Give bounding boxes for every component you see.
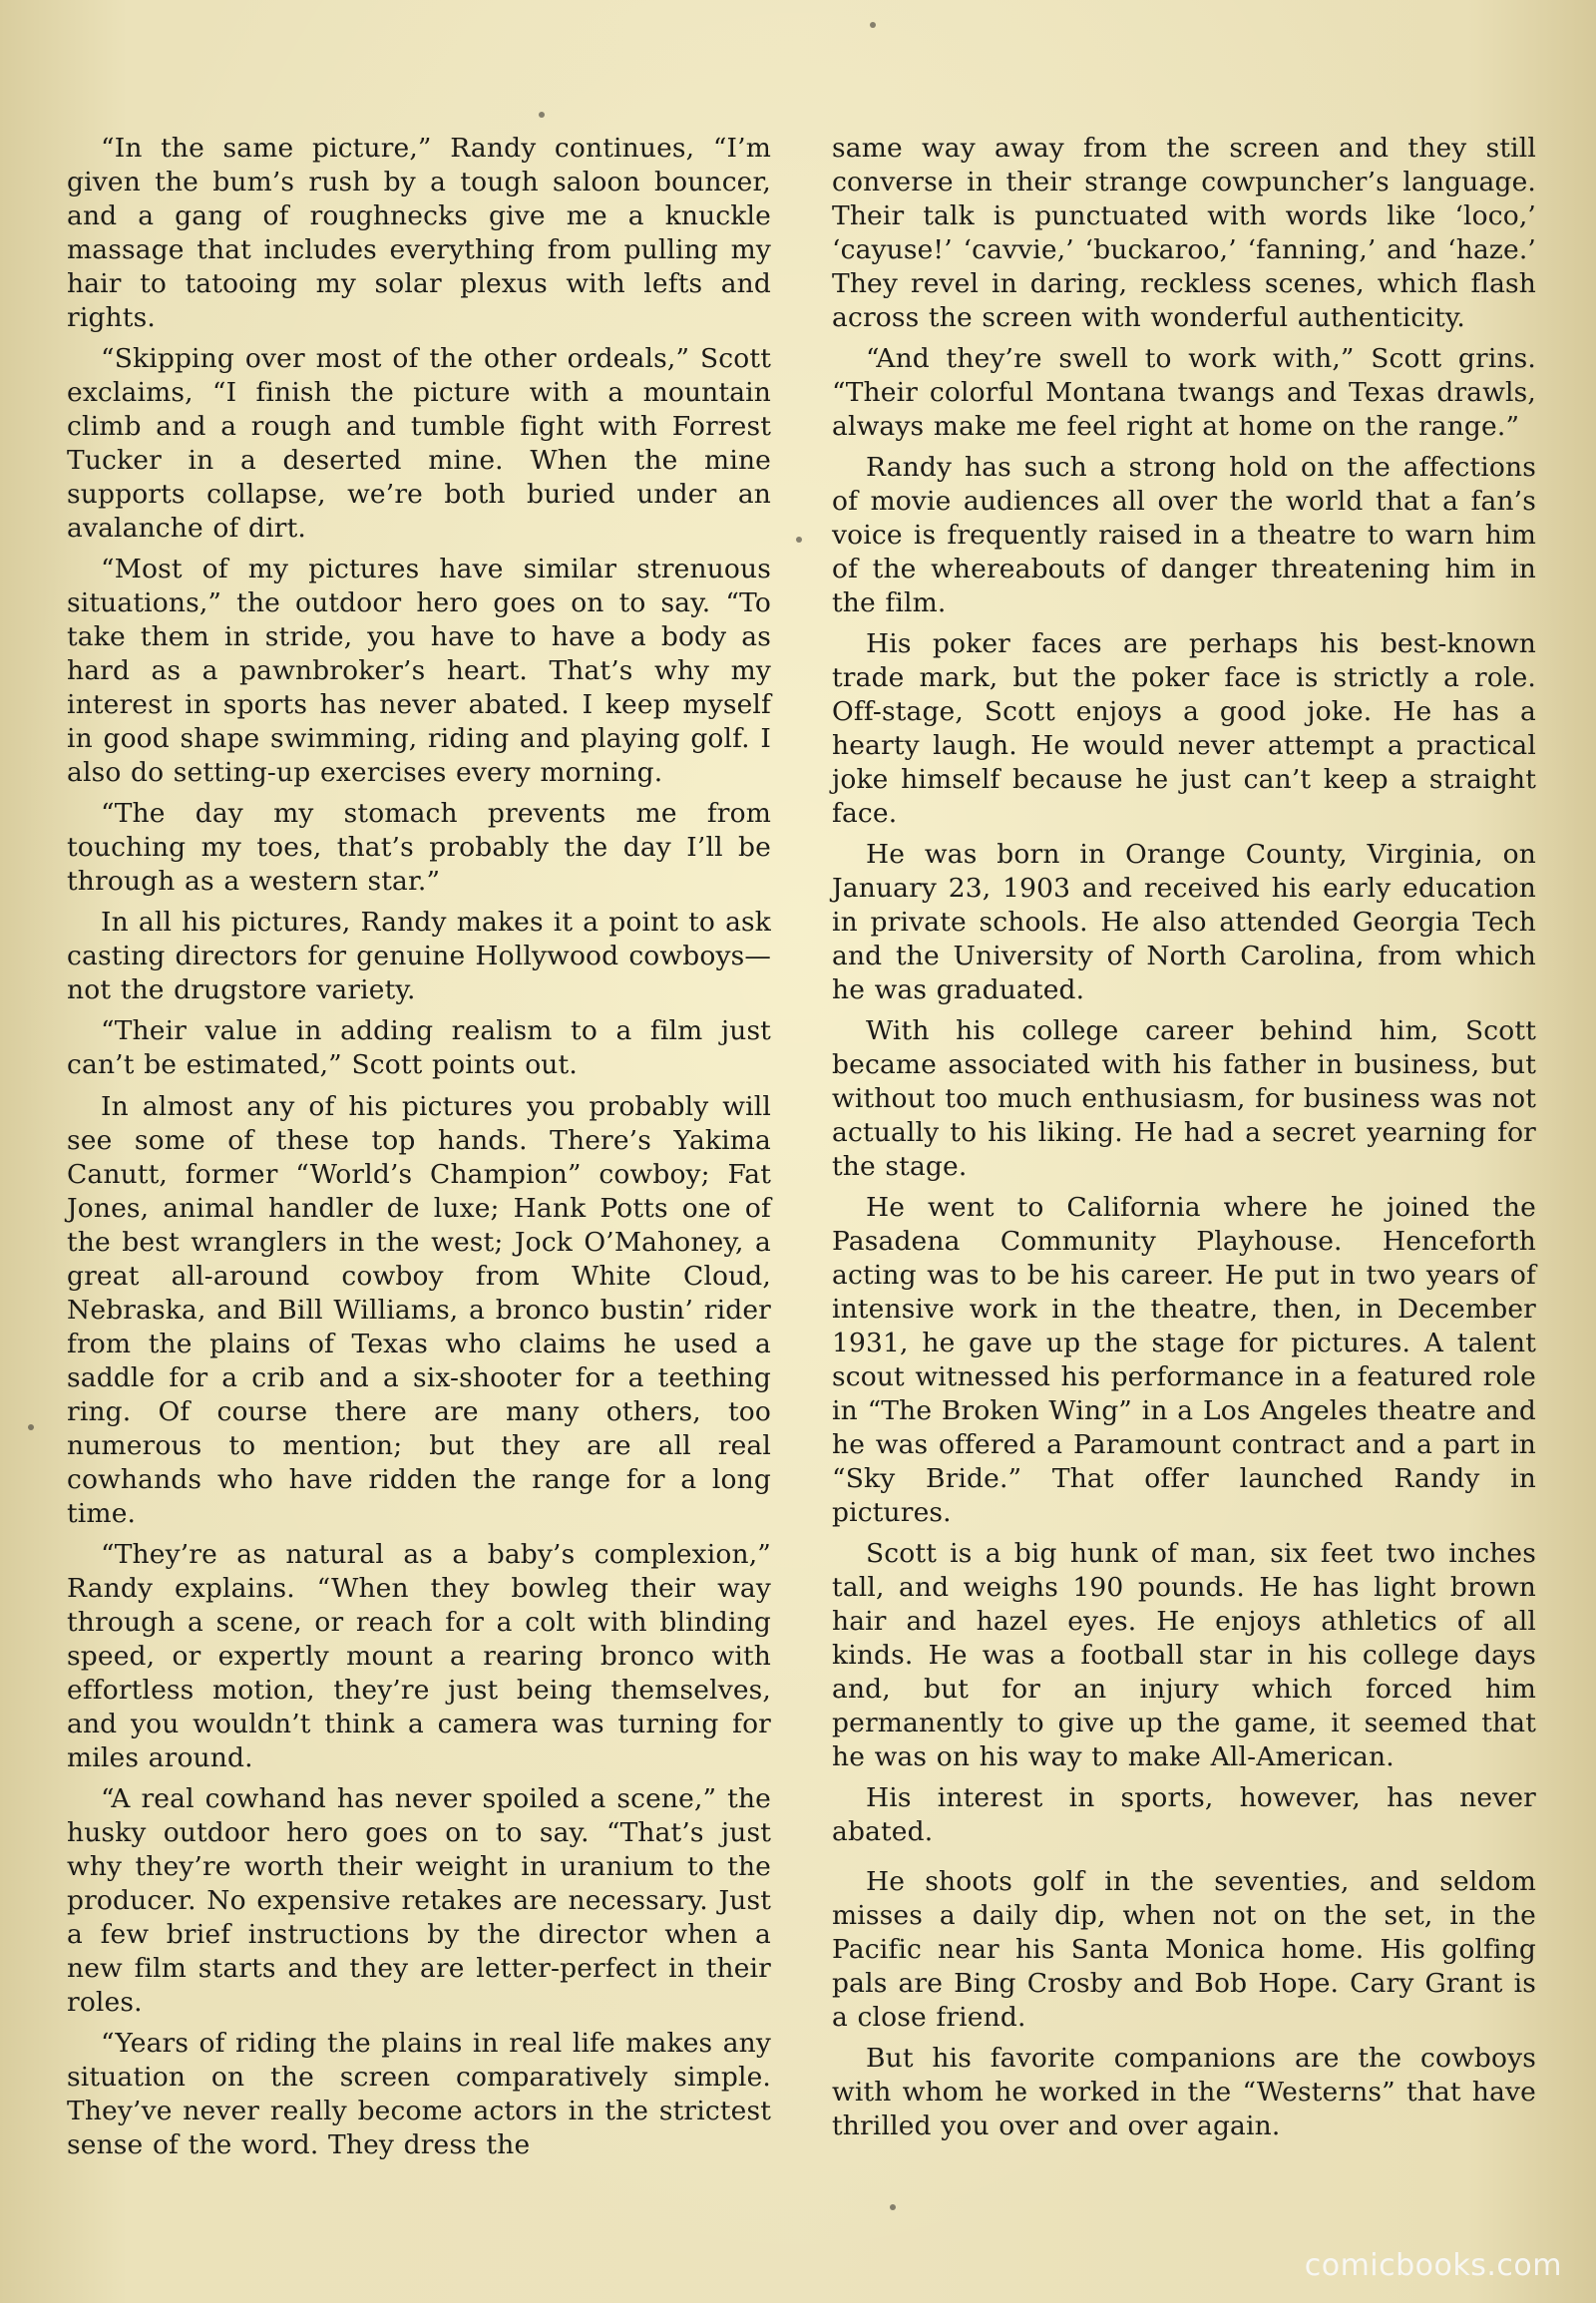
paragraph: In almost any of his pictures you probably will see some of these top hands. There’s Yakima Canutt, former “World’s Champion” cowboy; Fat Jones, animal handler de luxe; Hank Potts one of the best wranglers in the west; Jock O’Mahoney, a great all-around cowboy from White Cloud, Nebraska, and Bill Williams, a bronco bustin’ rider from the plains of Texas who claims he used a saddle for a crib and a six-shooter for a teething ring. Of course there are many others, too numerous to mention; but they are all real cowhands who have ridden the range for a long time. <box>67 1091 771 1529</box>
paragraph: He shoots golf in the seventies, and seldom misses a daily dip, when not on the set, in the Pacific near his Santa Monica home. His golfing pals are Bing Crosby and Bob Hope. Cary Grant is a close friend. <box>832 1866 1536 2033</box>
paragraph: He was born in Orange County, Virginia, on January 23, 1903 and received his early education in private schools. He also attended Georgia Tech and the University of North Carolina, from which he was graduated. <box>832 839 1536 1005</box>
paragraph: His poker faces are perhaps his best-known trade mark, but the poker face is strictly a role. Off-stage, Scott enjoys a good joke. He has a hearty laugh. He would never attempt a practical joke himself because he just can’t keep a straight face. <box>832 628 1536 829</box>
paragraph: “A real cowhand has never spoiled a scene,” the husky outdoor hero goes on to say. “That’s just why they’re worth their weight in uranium to the producer. No expensive retakes are necessary. Just a few brief instructions by the director when a new film starts and they are letter-perfect in their roles. <box>67 1783 771 2018</box>
watermark: comicbooks.com <box>1304 2248 1562 2283</box>
print-speck <box>890 2204 896 2210</box>
paragraph: “And they’re swell to work with,” Scott grins. “Their colorful Montana twangs and Texas drawls, always make me feel right at home on the range.” <box>832 343 1536 442</box>
print-speck <box>870 22 876 28</box>
paragraph: His interest in sports, however, has never abated. <box>832 1782 1536 1847</box>
paragraph: But his favorite companions are the cowboys with whom he worked in the “Westerns” that have thrilled you over and over again. <box>832 2043 1536 2141</box>
right-column <box>832 132 1536 2150</box>
paragraph: “Skipping over most of the other ordeals,” Scott exclaims, “I finish the picture with a mountain climb and a rough and tumble fight with Forrest Tucker in a deserted mine. When the mine supports collapse, we’re both buried under an avalanche of dirt. <box>67 343 771 544</box>
paragraph: With his college career behind him, Scott became associated with his father in business, but without too much enthusiasm, for business was not actually to his liking. He had a secret yearning for the stage. <box>832 1015 1536 1182</box>
paragraph: “Years of riding the plains in real life makes any situation on the screen comparatively simple. They’ve never really become actors in the strictest sense of the word. They dress the <box>67 2028 771 2160</box>
left-column <box>67 132 771 2169</box>
paragraph: He went to California where he joined the Pasadena Community Playhouse. Henceforth acting was to be his career. He put in two years of intensive work in the theatre, then, in December 1931, he gave up the stage for pictures. A talent scout witnessed his performance in a featured role in “The Broken Wing” in a Los Angeles theatre and he was offered a Paramount contract and a part in “Sky Bride.” That offer launched Randy in pictures. <box>832 1192 1536 1528</box>
paragraph: Randy has such a strong hold on the affections of movie audiences all over the world that a fan’s voice is frequently raised in a theatre to warn him of the whereabouts of danger threatening him in the film. <box>832 452 1536 618</box>
print-speck <box>539 112 545 118</box>
paragraph: “Their value in adding realism to a film just can’t be estimated,” Scott points out. <box>67 1015 771 1080</box>
paragraph: “Most of my pictures have similar strenuous situations,” the outdoor hero goes on to say. “To take them in stride, you have to have a body as hard as a pawnbroker’s heart. That’s why my interest in sports has never abated. I keep myself in good shape swimming, riding and playing golf. I also do setting-up exercises every morning. <box>67 554 771 788</box>
paragraph: Scott is a big hunk of man, six feet two inches tall, and weighs 190 pounds. He has light brown hair and hazel eyes. He enjoys athletics of all kinds. He was a football star in his college days and, but for an injury which forced him permanently to give up the game, it seemed that he was on his way to make All-American. <box>832 1538 1536 1772</box>
print-speck <box>796 537 802 543</box>
paragraph: In all his pictures, Randy makes it a point to ask casting directors for genuine Hollywood cowboys—not the drugstore variety. <box>67 907 771 1005</box>
paragraph-continued: same way away from the screen and they still converse in their strange cowpuncher’s language. Their talk is punctuated with words like ‘loco,’ ‘cayuse!’ ‘cavvie,’ ‘buckaroo,’ ‘fanning,’ and ‘haze.’ They revel in daring, reckless scenes, which flash across the screen with wonderful authenticity. <box>832 133 1536 333</box>
paragraph: “They’re as natural as a baby’s complexion,” Randy explains. “When they bowleg their way through a scene, or reach for a colt with blinding speed, or expertly mount a rearing bronco with effortless motion, they’re just being themselves, and you wouldn’t think a camera was turning for miles around. <box>67 1539 771 1773</box>
paragraph: “In the same picture,” Randy continues, “I’m given the bum’s rush by a tough saloon bouncer, and a gang of roughnecks give me a knuckle massage that includes everything from pulling my hair to tatooing my solar plexus with lefts and rights. <box>67 133 771 333</box>
print-speck <box>28 1424 34 1430</box>
paragraph: “The day my stomach prevents me from touching my toes, that’s probably the day I’ll be through as a western star.” <box>67 798 771 897</box>
